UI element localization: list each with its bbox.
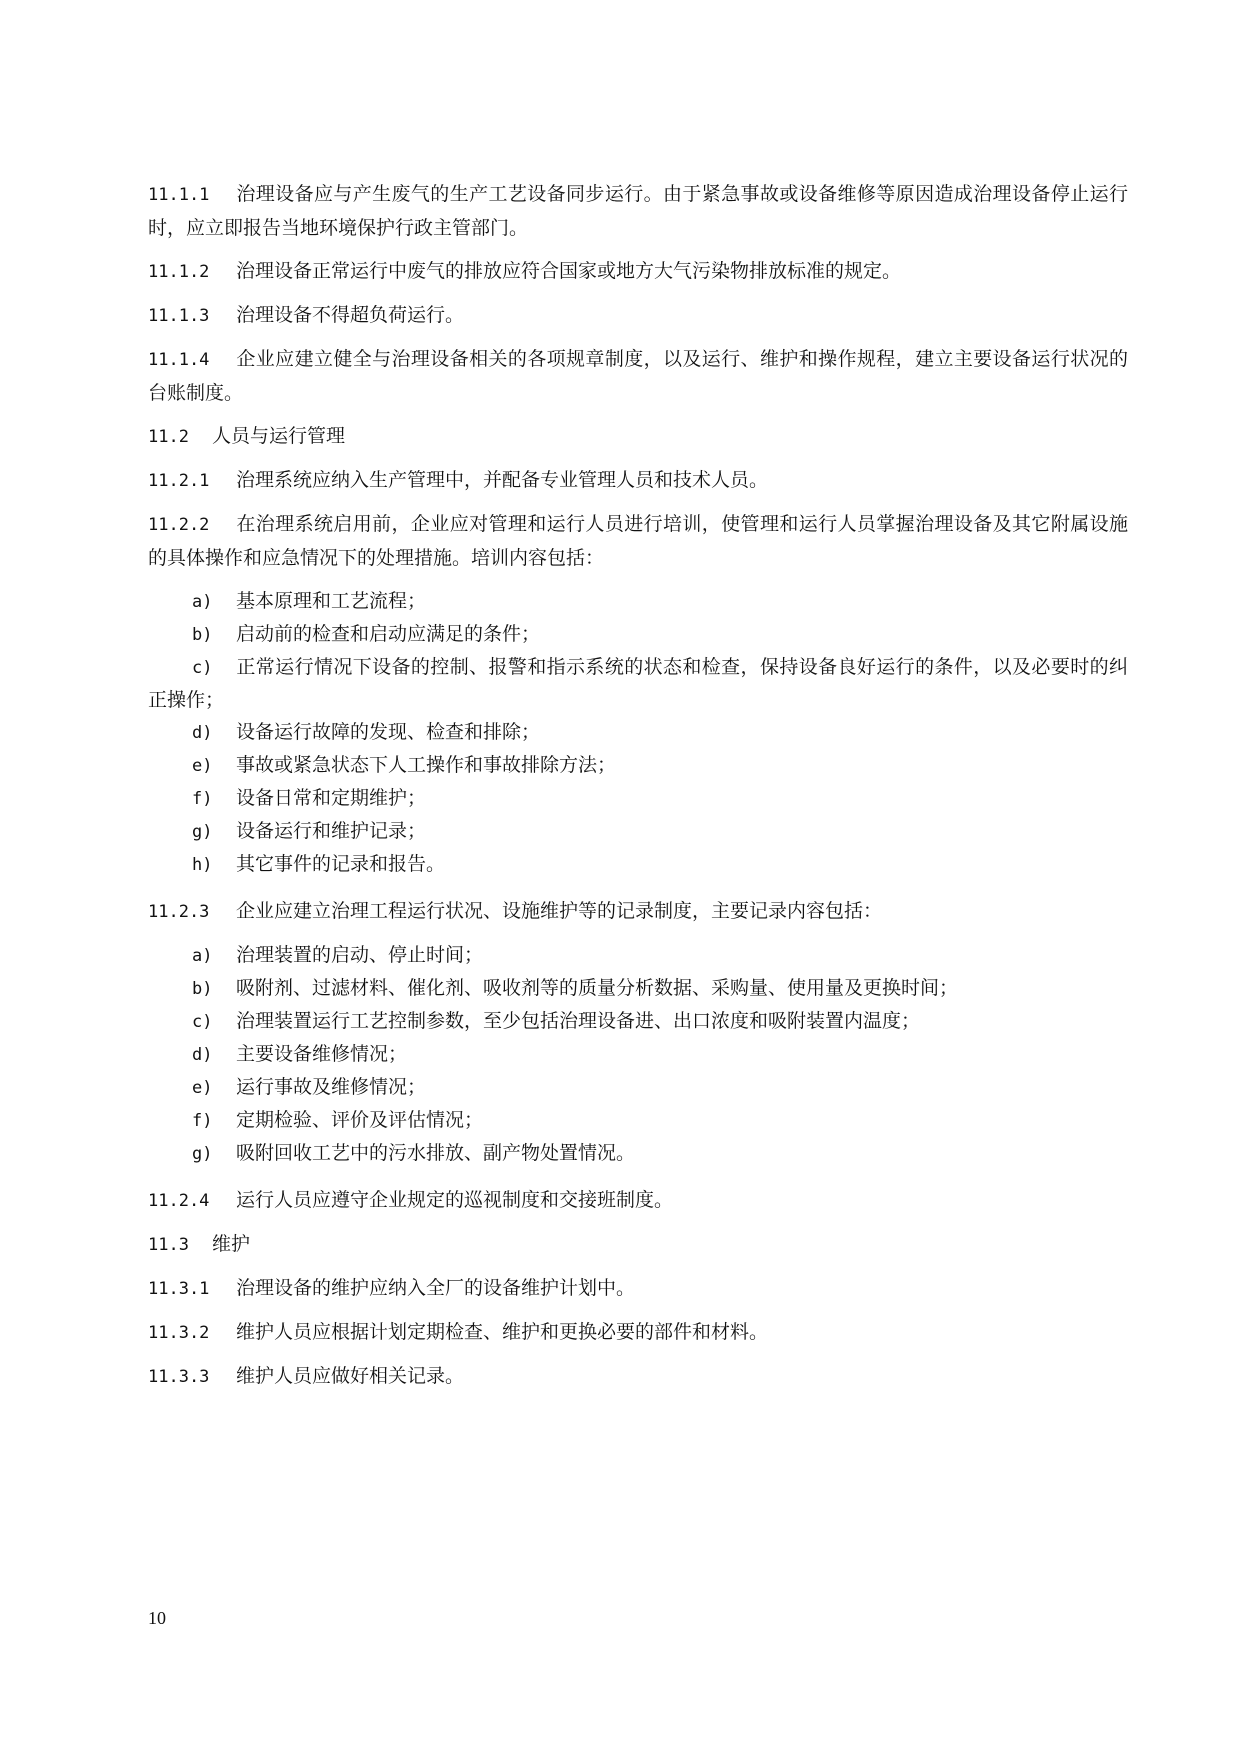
list-item [148,749,1128,782]
clause-text: 运行人员应遵守企业规定的巡视制度和交接班制度。 [236,1189,674,1211]
clause-11-3-2 [148,1316,1128,1350]
clause-11-1-1 [148,178,1128,245]
list-text: 设备运行故障的发现、检查和排除； [236,721,541,743]
clause-text: 治理设备不得超负荷运行。 [236,304,465,326]
clause-11-3-1 [148,1272,1128,1306]
clause-text: 治理系统应纳入生产管理中，并配备专业管理人员和技术人员。 [236,469,769,491]
list-marker: e) [192,1078,213,1098]
section-number: 11.3 [148,1235,189,1255]
list-marker: f) [192,789,213,809]
list-item [148,815,1128,848]
list-item [148,618,1128,651]
clause-text: 企业应建立治理工程运行状况、设施维护等的记录制度，主要记录内容包括： [236,900,883,922]
list-item [148,939,1128,972]
record-content-list [148,939,1128,1170]
section-title: 维护 [212,1233,251,1255]
list-item [148,848,1128,881]
page-content [148,178,1128,1404]
list-text: 主要设备维修情况； [236,1043,408,1065]
list-text: 基本原理和工艺流程； [236,590,427,612]
list-marker: a) [192,592,213,612]
clause-number: 11.1.3 [148,306,210,326]
list-marker: c) [192,658,213,678]
section-number: 11.2 [148,427,189,447]
list-marker: d) [192,1045,213,1065]
clause-number: 11.1.1 [148,185,210,205]
clause-text: 治理设备正常运行中废气的排放应符合国家或地方大气污染物排放标准的规定。 [236,260,902,282]
list-item [148,1038,1128,1071]
clause-11-1-3 [148,299,1128,333]
list-item [148,716,1128,749]
clause-number: 11.3.1 [148,1279,210,1299]
list-text: 设备日常和定期维护； [236,787,427,809]
clause-11-2-4 [148,1184,1128,1218]
training-content-list [148,585,1128,881]
list-marker: g) [192,1144,213,1164]
list-text: 设备运行和维护记录； [236,820,427,842]
list-marker: e) [192,756,213,776]
section-title: 人员与运行管理 [212,425,346,447]
clause-text: 维护人员应做好相关记录。 [236,1365,465,1387]
list-marker: c) [192,1012,213,1032]
clause-11-2-1 [148,464,1128,498]
clause-text: 在治理系统启用前，企业应对管理和运行人员进行培训，使管理和运行人员掌握治理设备及其它附属设施的具体操作和应急情况下的处理措施。培训内容包括： [148,513,1128,569]
list-item [148,972,1128,1005]
clause-number: 11.2.2 [148,515,210,535]
list-text: 正常运行情况下设备的控制、报警和指示系统的状态和检查，保持设备良好运行的条件，以及必要时的纠正操作； [148,656,1128,711]
clause-number: 11.3.3 [148,1367,210,1387]
section-heading-11-3 [148,1228,1128,1262]
list-item [148,651,1128,716]
list-marker: g) [192,822,213,842]
list-item [148,1104,1128,1137]
clause-number: 11.3.2 [148,1323,210,1343]
list-text: 事故或紧急状态下人工操作和事故排除方法； [236,754,617,776]
clause-11-1-2 [148,255,1128,289]
list-marker: b) [192,625,213,645]
list-item [148,1137,1128,1170]
list-marker: a) [192,946,213,966]
list-text: 治理装置的启动、停止时间； [236,944,484,966]
clause-text: 企业应建立健全与治理设备相关的各项规章制度，以及运行、维护和操作规程，建立主要设备运行状况的台账制度。 [148,348,1128,404]
clause-number: 11.1.4 [148,350,210,370]
clause-11-2-3 [148,895,1128,929]
list-text: 吸附剂、过滤材料、催化剂、吸收剂等的质量分析数据、采购量、使用量及更换时间； [236,977,959,999]
clause-text: 治理设备的维护应纳入全厂的设备维护计划中。 [236,1277,636,1299]
list-marker: b) [192,979,213,999]
clause-number: 11.2.4 [148,1191,210,1211]
clause-11-1-4 [148,343,1128,410]
list-text: 定期检验、评价及评估情况； [236,1109,484,1131]
list-text: 其它事件的记录和报告。 [236,853,446,875]
clause-text: 治理设备应与产生废气的生产工艺设备同步运行。由于紧急事故或设备维修等原因造成治理设备停止运行时，应立即报告当地环境保护行政主管部门。 [148,183,1128,239]
clause-number: 11.2.1 [148,471,210,491]
list-item [148,782,1128,815]
list-marker: f) [192,1111,213,1131]
list-text: 启动前的检查和启动应满足的条件； [236,623,541,645]
page-number: 10 [148,1608,166,1628]
list-marker: h) [192,855,213,875]
list-text: 吸附回收工艺中的污水排放、副产物处置情况。 [236,1142,636,1164]
section-heading-11-2 [148,420,1128,454]
clause-11-2-2 [148,508,1128,575]
clause-text: 维护人员应根据计划定期检查、维护和更换必要的部件和材料。 [236,1321,769,1343]
list-text: 运行事故及维修情况； [236,1076,427,1098]
clause-number: 11.1.2 [148,262,210,282]
clause-11-3-3 [148,1360,1128,1394]
list-text: 治理装置运行工艺控制参数，至少包括治理设备进、出口浓度和吸附装置内温度； [236,1010,921,1032]
list-item [148,1071,1128,1104]
list-item [148,1005,1128,1038]
list-marker: d) [192,723,213,743]
clause-number: 11.2.3 [148,902,210,922]
list-item [148,585,1128,618]
